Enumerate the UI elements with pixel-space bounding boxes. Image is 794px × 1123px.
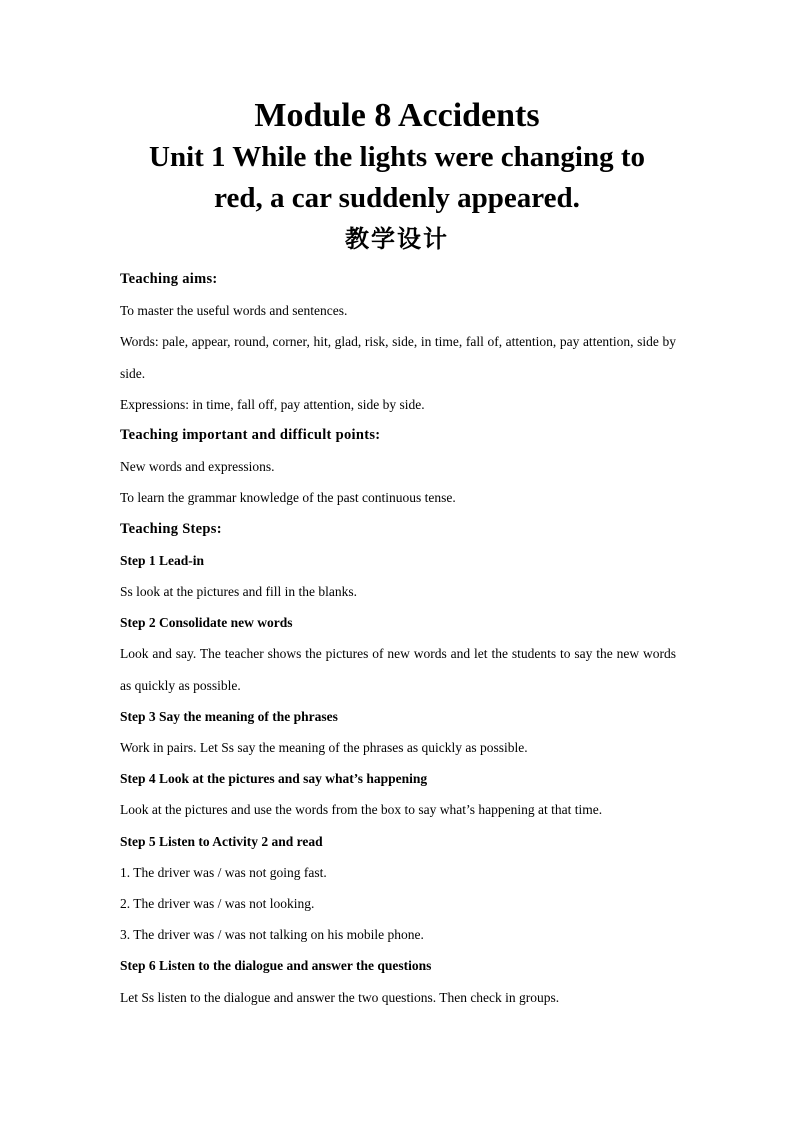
step-5-item-3: 3. The driver was / was not talking on his mobile phone. — [120, 927, 424, 943]
lesson-body — [120, 264, 676, 1013]
module-title: Module 8 Accidents — [254, 97, 540, 134]
unit-title-line-2: red, a car suddenly appeared. — [214, 182, 580, 214]
step-4-text: Look at the pictures and use the words from the box to say what’s happening at that time. — [120, 802, 603, 818]
step-2-title: Step 2 Consolidate new words — [120, 615, 293, 631]
title-block — [100, 95, 694, 259]
step-4-title: Step 4 Look at the pictures and say what’s happening — [120, 771, 428, 787]
step-3-text: Work in pairs. Let Ss say the meaning of the phrases as quickly as possible. — [120, 740, 528, 756]
step-5-title: Step 5 Listen to Activity 2 and read — [120, 833, 323, 849]
step-5-item-1: 1. The driver was / was not going fast. — [120, 864, 327, 880]
chinese-subtitle: 教学设计 — [345, 225, 449, 253]
step-1-text: Ss look at the pictures and fill in the blanks. — [120, 584, 357, 600]
teaching-aims-heading: Teaching aims: — [120, 271, 218, 287]
step-6-title: Step 6 Listen to the dialogue and answer the questions — [120, 958, 432, 974]
unit-title-line-1: Unit 1 While the lights were changing to — [149, 141, 645, 173]
key-points-line-2: To learn the grammar knowledge of the past continuous tense. — [120, 490, 456, 506]
step-2-text: Look and say. The teacher shows the pictures of new words and let the students to say the new words as quickly as possible. — [120, 646, 676, 693]
aims-expressions: Expressions: in time, fall off, pay attention, side by side. — [120, 396, 425, 412]
aims-words: Words: pale, appear, round, corner, hit, glad, risk, side, in time, fall of, attention, pay attention, side by side. — [120, 334, 676, 381]
step-3-title: Step 3 Say the meaning of the phrases — [120, 708, 338, 724]
step-6-text: Let Ss listen to the dialogue and answer the two questions. Then check in groups. — [120, 989, 560, 1005]
step-5-item-2: 2. The driver was / was not looking. — [120, 896, 315, 912]
step-1-title: Step 1 Lead-in — [120, 552, 205, 568]
key-points-line-1: New words and expressions. — [120, 459, 275, 475]
teaching-steps-heading: Teaching Steps: — [120, 520, 222, 537]
key-points-heading: Teaching important and difficult points: — [120, 427, 381, 444]
aims-line: To master the useful words and sentences. — [120, 303, 348, 319]
